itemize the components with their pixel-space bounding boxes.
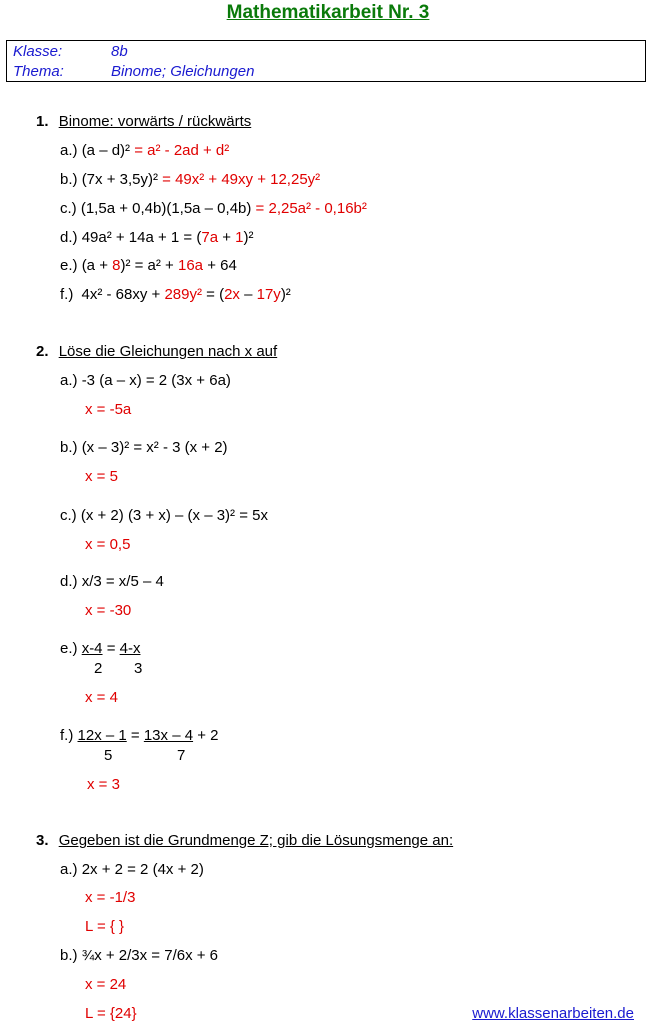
numerator: 13x – 4: [143, 727, 194, 744]
task2-d: [60, 574, 164, 589]
equals-sign: =: [130, 727, 140, 744]
item-label: d.): [60, 229, 78, 246]
task3-b-answer-x: x = 24: [85, 976, 127, 993]
question-text: + 64: [203, 257, 237, 274]
task3-a: [60, 862, 204, 877]
question-text: (x + 2) (3 + x) – (x – 3)² = 5x: [80, 507, 268, 524]
answer-text: = 49x² + 49xy + 12,25y²: [162, 171, 321, 188]
item-label: f.): [60, 286, 74, 303]
numerator: 12x – 1: [77, 727, 127, 744]
question-text: (a – d)²: [81, 142, 131, 159]
task1-f: [60, 287, 291, 302]
question-text: (a +: [81, 257, 113, 274]
footer-link[interactable]: www.klassenarbeiten.de: [472, 1005, 634, 1022]
item-label: a.): [60, 861, 78, 878]
task1-a: [60, 143, 229, 158]
answer-text: = a² - 2ad + d²: [134, 142, 230, 159]
task3-number: 3.: [36, 832, 49, 849]
task3-a-answer-set: L = { }: [85, 918, 125, 935]
question-text: ¾x + 2/3x = 7/6x + 6: [81, 947, 219, 964]
task1-heading-row: [36, 114, 251, 129]
question-text: (x – 3)² = x² - 3 (x + 2): [81, 439, 228, 456]
task2-e: [60, 641, 140, 656]
task2-b: [60, 440, 228, 455]
task2-c-answer: x = 0,5: [85, 536, 131, 553]
item-label: b.): [60, 439, 78, 456]
task2-c: [60, 508, 268, 523]
item-label: b.): [60, 171, 78, 188]
item-label: a.): [60, 142, 78, 159]
task2-b-answer: x = 5: [85, 468, 118, 485]
task2-a-answer: x = -5a: [85, 401, 132, 418]
question-text: +: [218, 229, 236, 246]
task2-a: [60, 373, 231, 388]
question-text: )²: [243, 229, 254, 246]
task1-b: [60, 172, 320, 187]
answer-text: 7a: [201, 229, 219, 246]
denominator: 2: [94, 660, 103, 677]
task3-b-answer-set: L = {24}: [85, 1005, 137, 1022]
question-text: -3 (a – x) = 2 (3x + 6a): [81, 372, 231, 389]
question-text: –: [239, 286, 257, 303]
task2-d-answer: x = -30: [85, 602, 132, 619]
task3-b: [60, 948, 218, 963]
answer-text: = 2,25a² - 0,16b²: [255, 200, 367, 217]
question-text: = (: [202, 286, 225, 303]
task2-heading-row: [36, 344, 277, 359]
question-text: (7x + 3,5y)²: [81, 171, 158, 188]
denominator: 7: [177, 747, 186, 764]
info-box: [6, 40, 646, 82]
question-text: (1,5a + 0,4b)(1,5a – 0,4b): [80, 200, 252, 217]
item-label: c.): [60, 200, 77, 217]
question-text: + 2: [197, 727, 219, 744]
answer-text: 16a: [178, 257, 204, 274]
denominator: 5: [104, 747, 113, 764]
equals-sign: =: [106, 640, 116, 657]
answer-text: 289y²: [164, 286, 202, 303]
item-label: e.): [60, 257, 78, 274]
task2-e-answer: x = 4: [85, 689, 118, 706]
answer-text: 2x: [224, 286, 240, 303]
answer-text: 1: [235, 229, 244, 246]
answer-text: 8: [112, 257, 121, 274]
question-text: )²: [280, 286, 291, 303]
denominator: 3: [134, 660, 143, 677]
numerator: x-4: [81, 640, 103, 657]
task2-f-answer: x = 3: [87, 776, 120, 793]
task1-d: [60, 230, 254, 245]
item-label: d.): [60, 573, 78, 590]
task1-heading: Binome: vorwärts / rückwärts: [58, 113, 252, 130]
item-label: c.): [60, 507, 77, 524]
task3-a-answer-x: x = -1/3: [85, 889, 136, 906]
task2-number: 2.: [36, 343, 49, 360]
question-text: 49a² + 14a + 1 = (: [81, 229, 202, 246]
answer-text: 17y: [256, 286, 281, 303]
task1-number: 1.: [36, 113, 49, 130]
item-label: a.): [60, 372, 78, 389]
task1-e: [60, 258, 237, 273]
klasse-value: 8b: [111, 43, 128, 60]
task3-heading: Gegeben ist die Grundmenge Z; gib die Lösungsmenge an:: [58, 832, 454, 849]
page-title: Mathematikarbeit Nr. 3: [226, 2, 430, 23]
task1-c: [60, 201, 367, 216]
thema-value: Binome; Gleichungen: [111, 63, 255, 80]
thema-label: Thema:: [13, 63, 64, 80]
task3-heading-row: [36, 833, 453, 848]
question-text: 2x + 2 = 2 (4x + 2): [81, 861, 204, 878]
question-text: )² = a² +: [120, 257, 178, 274]
item-label: e.): [60, 640, 78, 657]
question-text: x/3 = x/5 – 4: [81, 573, 164, 590]
item-label: f.): [60, 727, 74, 744]
task2-heading: Löse die Gleichungen nach x auf: [58, 343, 278, 360]
question-text: 4x² - 68xy +: [81, 286, 165, 303]
numerator: 4-x: [119, 640, 141, 657]
klasse-label: Klasse:: [13, 43, 63, 60]
task2-f: [60, 728, 219, 743]
item-label: b.): [60, 947, 78, 964]
